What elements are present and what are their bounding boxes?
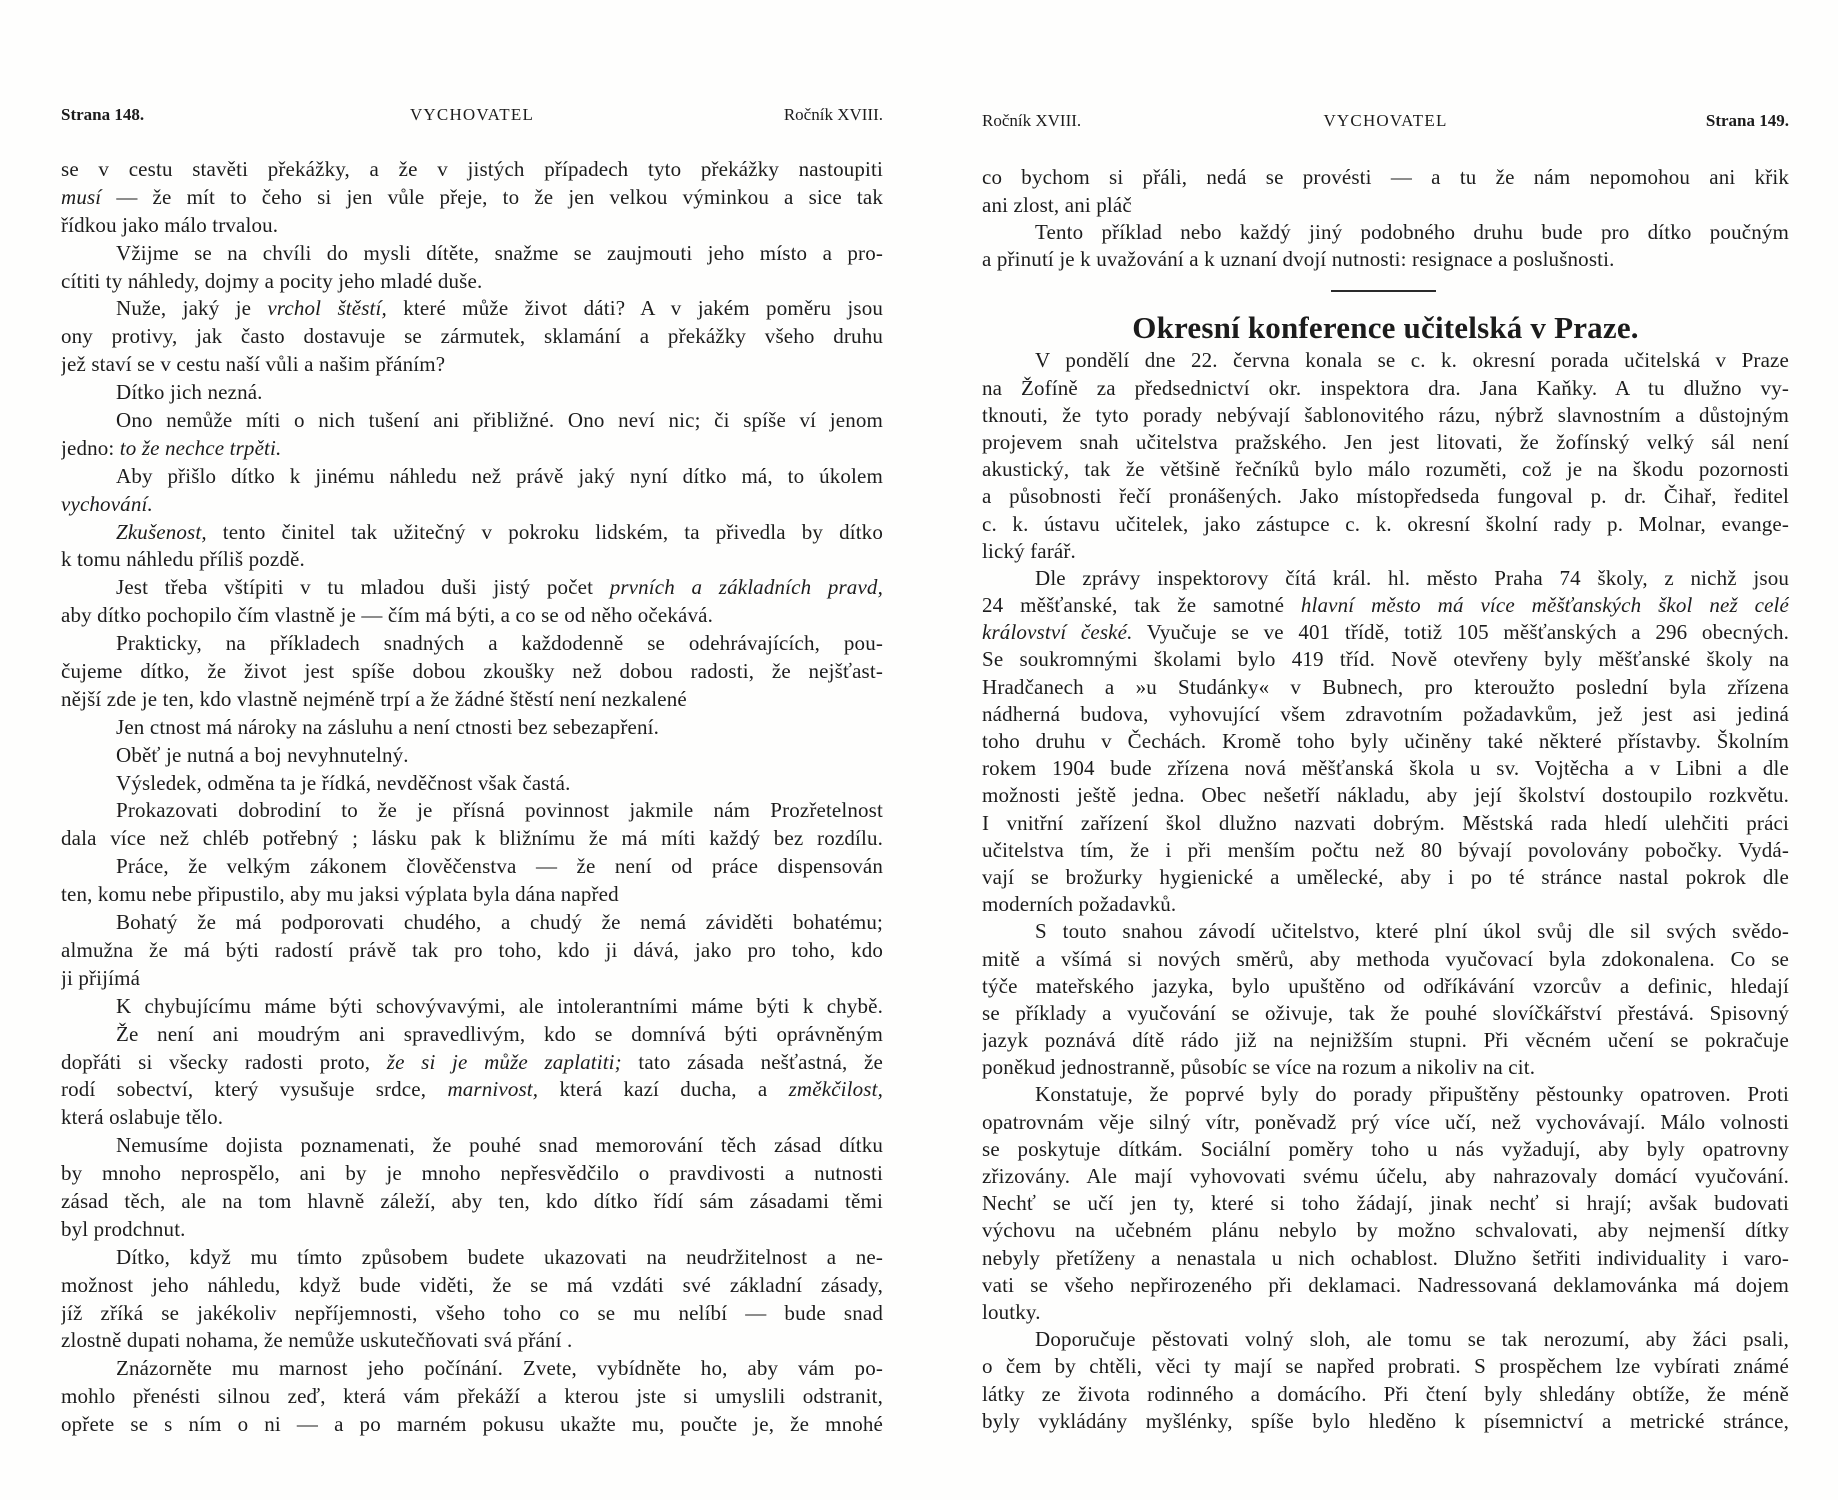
text-line: nádherná budova, vyhovující všem zdravotním požadavkům, jež jest asi jediná [982,701,1789,726]
text-line [61,1076,883,1104]
paragraph [61,1355,883,1439]
paragraph [61,463,883,519]
text-line: K chybujícímu máme býti schovývavými, ale intolerantními máme býti k chybě. [116,993,883,1018]
text-line: vají se brožurky hygienické a umělecké, aby i po té stránce nastal pokrok dle [982,864,1789,889]
emphasized-text: Zkušenost, [116,519,207,544]
paragraph [61,1244,883,1356]
text-line: Prakticky, na příkladech snadných a každodenně se odehrávajících, pou- [116,631,883,656]
paragraph [61,1021,883,1133]
paragraph [61,797,883,853]
text-line: zásad těch, ale na tom hlavně záleží, aby ten, kdo dítko řídí sám zásadami těmi [61,1188,883,1213]
text-line: Aby přišlo dítko k jinému náhledu než právě jaký nyní dítko má, to úkolem [116,463,883,488]
text-line: akustický, tak že většině řečníků bylo málo rozuměti, což je na škodu pozornosti [982,457,1789,482]
text-line: nebyly přetíženy a nenastala u nich ochablost. Dlužno šetřiti individuality i varo- [982,1245,1789,1270]
emphasized-text: prvních a základních pravd, [609,575,883,600]
text-run: 24 měšťanské, tak že samotné [982,593,1301,618]
text-line: moderních požadavků. [982,892,1177,917]
text-run: Nuže, jaký je [116,296,268,321]
running-header [982,109,1789,133]
paragraph [61,407,883,463]
text-line: V pondělí dne 22. června konala se c. k. okresní porada učitelská v Praze [1035,348,1789,373]
emphasized-text: marnivost, [447,1077,539,1102]
paragraph [61,714,883,742]
journal-title: VYCHOVATEL [409,105,535,124]
page-number: Strana 149. [1705,111,1789,130]
text-line: byl prodchnut. [61,1216,186,1241]
text-line: Tento příklad nebo každý jiný podobného druhu bude pro dítko poučným [1035,219,1789,244]
left-page-body [61,156,883,1439]
paragraph [61,156,883,240]
right-page [919,0,1838,1500]
text-line: opřete se s ním o ni — a po marném pokusu ukažte mu, poučte je, že mnohé [61,1412,883,1437]
paragraph [61,379,883,407]
section-divider [1331,290,1436,292]
text-line: Se soukromnými školami bylo 419 tříd. Nově otevřeny byly měšťanské školy na [982,647,1789,672]
text-line: mitě a všímá si nových směrů, aby methoda vyučovací byla zdokonalena. Co se [982,946,1789,971]
paragraph [982,1081,1789,1326]
text-line: Nemusíme dojista poznamenati, že pouhé snad memorování těch zásad dítku [116,1133,883,1158]
text-line: opatrovnám věje silný vítr, poněvadž prý více učí, než vychovávají. Málo volnosti [982,1109,1789,1134]
emphasized-text: hlavní město má více měšťanských škol než celé [1300,593,1789,618]
text-run: tato zásada nešťastná, že [621,1049,883,1074]
text-line: Výsledek, odměna ta je řídká, nevděčnost však častá. [116,770,571,795]
emphasized-text: že si je může zaplatiti; [386,1049,622,1074]
text-line [61,435,883,463]
text-line: Dítko jich nezná. [116,380,263,405]
text-line: poněkud jednostranně, působíc se více na rozum a nikoliv na cit. [982,1055,1536,1080]
paragraph [61,993,883,1021]
text-line: Prokazovati dobrodiní to že je přísná povinnost jakmile nám Prozřetelnost [116,798,883,823]
text-line: Dítko, když mu tímto způsobem budete ukazovati na neudržitelnost a ne- [116,1244,883,1269]
text-line: se příklady a vyučování se oživuje, tak že pouhé slovíčkářství přestává. Spisovný [982,1000,1789,1025]
article-title: Okresní konference učitelská v Praze. [1132,310,1639,345]
text-line: byly vykládány myšlénky, spíše bylo hleděno k písemnictví a metrické stránce, [982,1408,1789,1433]
text-line: I vnitřní zařízení škol dlužno nazvati dobrým. Městská rada hledí ulehčiti práci [982,810,1789,835]
text-line: která oslabuje tělo. [61,1105,224,1130]
text-line: týče mateřského jazyka, bylo upuštěno od odříkávání vzorcův a definic, hledají [982,973,1789,998]
paragraph [61,240,883,296]
text-line: učitelstva tím, že i při menším počtu než 80 bývají povolovány pobočky. Vydá- [982,837,1789,862]
text-line: Vžijme se na chvíli do mysli dítěte, snažme se zaujmouti jeho místo a pro- [116,240,883,265]
continued-text [982,164,1789,273]
text-run: jedno: [61,435,120,460]
text-line [61,184,883,212]
journal-title: VYCHOVATEL [1323,111,1448,130]
text-line: almužna že má býti radostí právě tak pro toho, kdo ji dává, jako pro toho, kdo [61,937,883,962]
text-line: rokem 1904 bude zřízena nová měšťanská škola u sv. Vojtěcha a v Libni a dle [982,756,1789,781]
article-body [982,347,1789,1435]
text-line: ani zlost, ani pláč [982,192,1132,217]
paragraph [61,1132,883,1244]
text-line: na Žofíně za předsednictví okr. inspektora dra. Jana Kaňky. A tu dlužno vy- [982,375,1789,400]
page-number: Strana 148. [61,105,145,124]
volume-number: Ročník XVIII. [982,111,1082,130]
text-run: tento činitel tak užitečný v pokroku lidském, ta přivedla by dítko [206,519,883,544]
text-line: dala více než chléb potřebný ; lásku pak k bližnímu že má míti každý bez rozdílu. [61,826,883,851]
paragraph [982,1326,1789,1435]
paragraph [61,630,883,714]
text-line: Hradčanech a »u Studánky« v Bubnech, pro kteroužto poslední byla zřízena [982,674,1789,699]
paragraph [982,347,1789,565]
paragraph [61,742,883,770]
text-line: jež staví se v cestu naší vůli a našim přáním? [61,352,446,377]
text-line: toho druhu v Čechách. Kromě toho byly učiněny také některé přístavby. Školním [982,729,1789,754]
text-line: aby dítko pochopilo čím vlastně je — čím má býti, a co se od něho očekává. [61,603,714,628]
text-line: o čem by chtěli, věci ty mají se napřed probrati. S prospěchem lze vybírati známé [982,1354,1789,1379]
text-line [61,491,883,519]
text-line: Doporučuje pěstovati volný sloh, ale tomu se tak nerozumí, aby žáci psali, [1035,1327,1789,1352]
text-line: Bohatý že má podporovati chudého, a chudý že nemá záviděti bohatému; [116,910,883,935]
text-run: — že mít to čeho si jen vůle přeje, to že jen velkou výminkou a sice tak [101,184,883,209]
text-line [982,619,1789,646]
text-run: rodí sobectví, který vysušuje srdce, [61,1077,448,1102]
volume-number: Ročník XVIII. [783,105,883,124]
paragraph [61,770,883,798]
paragraph [982,164,1789,218]
text-line: cítiti ty náhledy, dojmy a pocity jeho mladé duše. [61,268,483,293]
text-line: se poskytuje dítkám. Sociální poměry toho u nás vyžadují, aby byly opatrovny [982,1136,1789,1161]
text-line: lický farář. [982,538,1076,563]
text-line: Dle zprávy inspektorovy čítá král. hl. město Praha 74 školy, z nichž jsou [1035,565,1789,590]
text-line: řídkou jako málo trvalou. [61,212,279,237]
text-line: loutky. [982,1299,1041,1324]
text-line: nější zde je ten, kdo vlastně nejméně trpí a že žádné štěstí není nezkalené [61,686,687,711]
text-run: Vyučuje se ve 401 třídě, totiž 105 měšťanských a 296 obecných. [1132,620,1789,645]
text-line: Oběť je nutná a boj nevyhnutelný. [116,742,409,767]
text-line: zřizovány. Ale mají vyhovovati svému účelu, aby nahrazovaly domácí vyučování. [982,1164,1789,1189]
text-line: projevem snah učitelstva pražského. Jen jest litovati, že žofínský velký sál není [982,429,1789,454]
text-line: vati se všeho nepřirozeného při deklamaci. Nadressovaná deklamovánka má dojem [982,1272,1789,1297]
emphasized-text: vrchol štěstí, [267,296,387,321]
text-line: Že není ani moudrým ani spravedlivým, kdo se domnívá býti oprávněným [116,1021,883,1046]
text-line: ony protivy, jak často dostavuje se zármutek, sklamání a překážky všeho druhu [61,324,883,349]
text-line: c. k. ústavu učitelek, jako zástupce c. k. okresní školní rady p. Molnar, evange- [982,511,1789,536]
emphasized-text: vychování. [61,491,153,516]
text-line: výchovu na učebném plánu nebylo by možno schvalovati, aby nejmenší dítky [982,1218,1789,1243]
text-line: jíž zříká se jakékoliv nepříjemnosti, všeho toho co se mu nelíbí — bude snad [61,1300,883,1325]
emphasized-text: to že nechce trpěti. [119,435,282,460]
text-line: by mnoho neprospělo, ani by je mnoho nepřesvědčilo o pravdivosti a nutnosti [61,1161,883,1186]
text-line: ji přijímá [61,965,141,990]
paragraph [982,219,1789,273]
text-line: Konstatuje, že poprvé byly do porady připuštěny pěstounky opatroven. Proti [1035,1082,1789,1107]
emphasized-text: království české. [982,620,1133,645]
text-line: zlostně dupati nohama, že nemůže uskutečňovati svá přání . [61,1328,573,1353]
text-line [61,574,883,602]
text-run: které může život dáti? A v jakém poměru jsou [386,296,883,321]
text-line: ten, komu nebe připustilo, aby mu jaksi výplata byla dána napřed [61,882,619,907]
text-line: Znázorněte mu marnost jeho počínání. Zvete, vybídněte ho, aby vám po- [116,1356,883,1381]
text-line: možnosti ještě jedna. Obec nešetří nákladu, aby její školství dostoupilo rozkvětu. [982,783,1789,808]
text-line: a působnosti řečí pronášených. Jako místopředseda fungoval p. dr. Čihař, ředitel [982,484,1789,509]
emphasized-text: musí [61,184,102,209]
text-line: látky ze života rodinného a domácího. Při čtení byly shledány obtíže, že méně [982,1381,1789,1406]
text-line: a přinutí je k uvažování a k uznaní dvojí nutnosti: resignace a poslušnosti. [982,246,1615,271]
text-line: mohlo přenésti silnou zeď, která vám překáží a kterou jste si umyslili odstranit, [61,1384,883,1409]
text-run: Jest třeba vštípiti v tu mladou duši jistý počet [116,575,610,600]
text-line: co bychom si přáli, nedá se provésti — a tu že nám nepomohou ani křik [982,165,1789,190]
emphasized-text: změkčilost, [788,1077,883,1102]
text-line: Nechť se učí jen ty, které si toho žádají, jinak nechť si hrají; avšak budovati [982,1191,1789,1216]
text-line: jazyk poznává dítě rádo již na nejnižším stupni. Při věcném učení se pokračuje [982,1028,1789,1053]
text-line: se v cestu stavěti překážky, a že v jistých případech tyto překážky nastoupiti [61,157,883,181]
text-line: čujeme dítko, že život jest spíše dobou zkoušky než dobou radosti, že nejšťast- [61,659,883,684]
paragraph [61,295,883,379]
text-run: která kazí ducha, a [538,1077,789,1102]
text-line: Ono nemůže míti o nich tušení ani přibližné. Ono neví nic; či spíše ví jenom [116,408,883,433]
text-line: Jen ctnost má nároky na zásluhu a není ctnosti bez sebezapření. [116,714,660,739]
text-line [61,519,883,547]
paragraph [982,918,1789,1081]
text-line [61,1049,883,1077]
running-header [61,103,883,127]
text-line [982,592,1789,619]
text-line: k tomu náhledu příliš pozdě. [61,547,305,572]
text-line: Práce, že velkým zákonem člověčenstva — že není od práce dispensován [116,854,883,879]
paragraph [61,519,883,575]
paragraph [61,853,883,909]
paragraph [982,565,1789,918]
text-line: možnost jeho náhledu, když bude viděti, že se má vzdáti své základní zásady, [61,1272,883,1297]
text-line: tknouti, že tyto porady nebývají šablonovitého rázu, nýbrž slavnostním a důstojným [982,402,1789,427]
paragraph [61,909,883,993]
text-run: dopřáti si všecky radosti proto, [61,1049,387,1074]
text-line [61,295,883,323]
paragraph [61,574,883,630]
text-line: S touto snahou závodí učitelstvo, které plní úkol svůj dle sil svých svědo- [1035,919,1789,944]
